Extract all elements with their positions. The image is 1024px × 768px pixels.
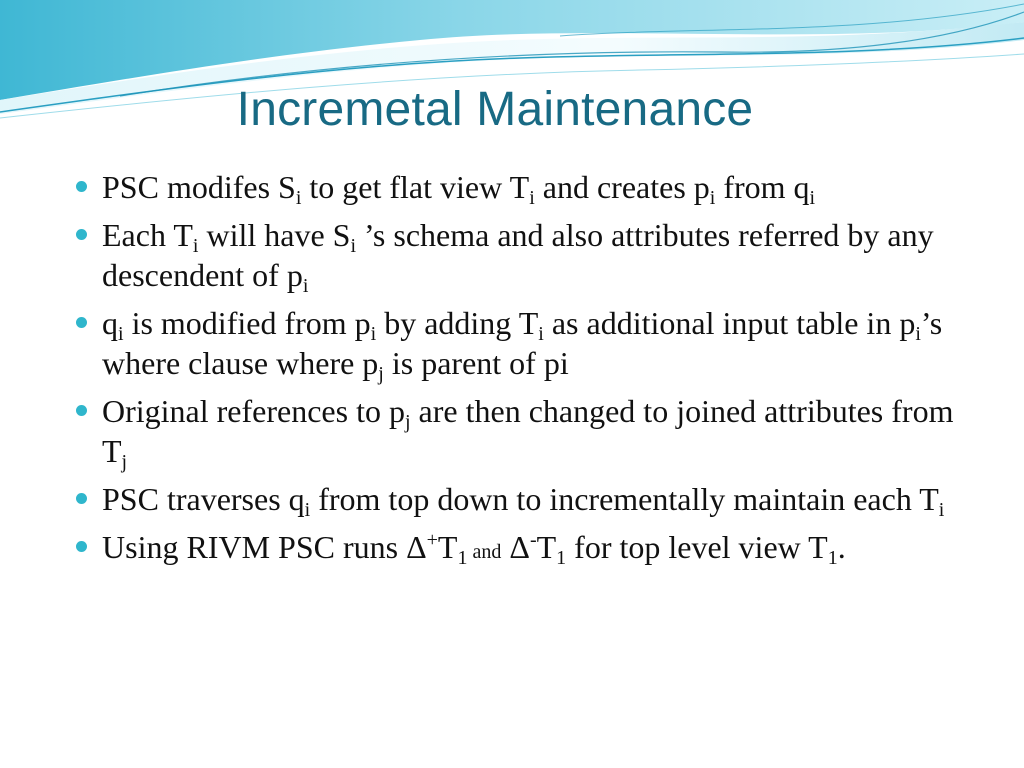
- bullet-text: [102, 393, 954, 473]
- text-run: ’s where clause where p: [102, 305, 943, 381]
- subscript: i: [915, 323, 921, 345]
- bullet-marker-icon: [76, 405, 87, 416]
- bullet-item: [72, 167, 972, 207]
- bullet-text: [102, 217, 934, 297]
- text-run: from q: [715, 169, 810, 205]
- subscript: i: [809, 187, 816, 209]
- subscript: 1: [827, 547, 838, 569]
- subscript: i: [370, 323, 377, 345]
- bullet-marker-icon: [76, 229, 87, 240]
- bullet-item: [72, 479, 972, 519]
- superscript: +: [426, 529, 438, 551]
- bullet-text: [102, 529, 846, 569]
- bullet-marker-icon: [76, 493, 87, 504]
- subscript: i: [118, 323, 124, 345]
- text-run: will have S: [198, 217, 351, 253]
- subscript: j: [404, 411, 411, 433]
- subscript: i: [538, 323, 544, 345]
- text-run: from top down to incrementally maintain each T: [310, 481, 939, 517]
- subscript: i: [304, 499, 311, 521]
- text-run: PSC traverses q: [102, 481, 305, 517]
- text-run: .: [837, 529, 846, 565]
- text-run: by adding T: [376, 305, 539, 341]
- subscript: j: [121, 451, 128, 473]
- subscript: i: [709, 187, 716, 209]
- superscript: -: [529, 529, 537, 551]
- slide-title: Incremetal Maintenance: [236, 83, 754, 136]
- bullet-marker-icon: [76, 317, 87, 328]
- bullet-list: [72, 167, 972, 580]
- text-run: T: [437, 529, 458, 565]
- bullet-item: [72, 391, 972, 471]
- text-run: Original references to p: [102, 393, 405, 429]
- text-run: as additional input table in p: [543, 305, 916, 341]
- text-run: q: [102, 305, 118, 341]
- subscript: 1: [457, 547, 468, 569]
- bullet-item: [72, 215, 972, 295]
- text-run: Δ: [501, 529, 530, 565]
- bullet-item: [72, 527, 972, 572]
- text-run: for top level view T: [566, 529, 828, 565]
- bullet-text: [102, 169, 816, 209]
- text-run: T: [536, 529, 557, 565]
- text-run: are then changed to joined attributes from T: [102, 393, 954, 469]
- subscript: i: [350, 235, 357, 257]
- subscript: 1: [556, 547, 567, 569]
- text-run: to get flat view T: [301, 169, 530, 205]
- subscript: i: [192, 235, 199, 257]
- text-run: is modified from p: [123, 305, 371, 341]
- subscript: i: [529, 187, 535, 209]
- bullet-text: [102, 305, 943, 385]
- subscript: i: [302, 275, 309, 297]
- text-run: PSC modifes S: [102, 169, 296, 205]
- bullet-text: [102, 481, 945, 521]
- text-run: ’s schema and also attributes referred by any descendent of p: [102, 217, 934, 293]
- text-run: Each T: [102, 217, 193, 253]
- bullet-item: [72, 303, 972, 383]
- text-run: Using RIVM PSC runs Δ: [102, 529, 427, 565]
- text-run: is parent of pi: [383, 345, 569, 381]
- subscript: i: [938, 499, 945, 521]
- text-run: and creates p: [534, 169, 710, 205]
- bullet-marker-icon: [76, 541, 87, 552]
- bullet-marker-icon: [76, 181, 87, 192]
- subscript: i: [295, 187, 302, 209]
- text-run: and: [467, 541, 502, 563]
- subscript: j: [378, 363, 384, 385]
